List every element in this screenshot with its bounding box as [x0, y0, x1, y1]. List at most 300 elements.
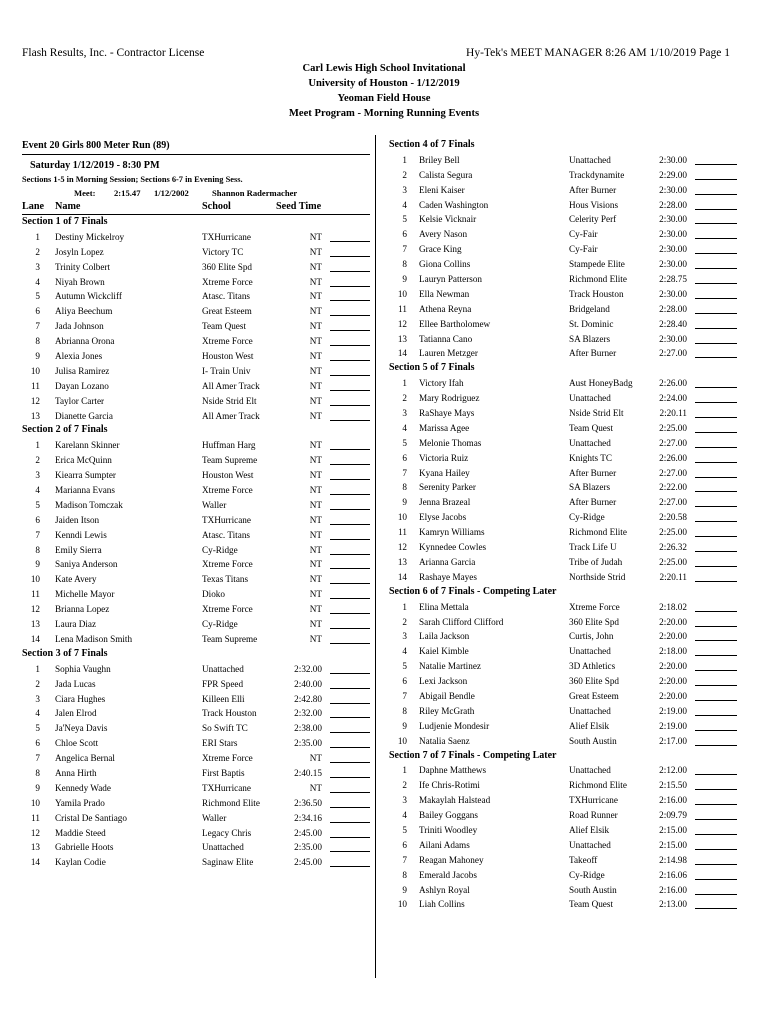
lane-number: 4 — [35, 276, 40, 287]
school-name: Dioko — [202, 589, 225, 600]
entry-row — [389, 570, 739, 585]
result-blank — [695, 555, 737, 567]
seed-time: 2:14.98 — [659, 854, 687, 865]
seed-time: NT — [309, 261, 322, 272]
athlete-name: Liah Collins — [419, 899, 465, 910]
result-blank — [695, 242, 737, 254]
result-blank — [695, 198, 737, 210]
entry-row — [22, 304, 370, 319]
entry-row — [389, 629, 739, 644]
school-name: St. Dominic — [569, 318, 614, 329]
lane-number: 10 — [30, 797, 40, 808]
school-name: Atasc. Titans — [202, 291, 250, 302]
entry-row — [389, 674, 739, 689]
school-name: Cy-Fair — [569, 244, 598, 255]
school-name: TXHurricane — [569, 795, 618, 806]
school-name: Trackdynamite — [569, 169, 625, 180]
result-blank — [330, 572, 370, 584]
athlete-name: Ciara Hughes — [55, 693, 106, 704]
seed-time: 2:26.00 — [659, 452, 687, 463]
result-blank — [330, 751, 370, 763]
entry-row — [389, 168, 739, 183]
school-name: Xtreme Force — [569, 601, 620, 612]
seed-header: Seed Time — [276, 201, 322, 212]
section-title: Section 4 of 7 Finals — [389, 139, 475, 150]
meet-record — [22, 186, 370, 200]
result-blank — [330, 319, 370, 331]
seed-time: 2:38.00 — [294, 723, 322, 734]
meet-program-title: Meet Program - Morning Running Events — [288, 108, 480, 119]
athlete-name: Elyse Jacobs — [419, 512, 467, 523]
school-name: Unattached — [569, 839, 611, 850]
athlete-name: Emerald Jacobs — [419, 869, 477, 880]
seed-time: 2:30.00 — [659, 333, 687, 344]
athlete-name: Sarah Clifford Clifford — [419, 616, 504, 627]
result-blank — [695, 644, 737, 656]
athlete-name: Bailey Goggans — [419, 810, 478, 821]
athlete-name: Anna Hirth — [55, 767, 97, 778]
lane-number: 4 — [402, 199, 407, 210]
school-name: South Austin — [569, 884, 617, 895]
section-title: Section 3 of 7 Finals — [22, 647, 108, 659]
section-title: Section 1 of 7 Finals — [22, 216, 108, 227]
entry-row — [22, 230, 370, 245]
seed-time: 2:34.16 — [294, 812, 322, 823]
entry-row — [389, 644, 739, 659]
lane-number: 4 — [35, 485, 40, 496]
lane-number: 12 — [30, 827, 40, 838]
entry-row — [22, 721, 370, 736]
lane-number: 4 — [35, 708, 40, 719]
athlete-name: Chloe Scott — [55, 738, 99, 749]
athlete-name: Kate Avery — [55, 574, 97, 585]
school-name: Unattached — [202, 842, 244, 853]
athlete-name: Dayan Lozano — [55, 380, 109, 391]
school-name: South Austin — [569, 735, 617, 746]
athlete-name: Autumn Wickcliff — [55, 291, 122, 302]
seed-time: 2:20.00 — [659, 661, 687, 672]
school-name: Stampede Elite — [569, 259, 625, 270]
lane-number: 11 — [31, 380, 40, 391]
school-name: Huffman Harg — [202, 440, 256, 451]
school-name: Waller — [202, 499, 227, 510]
seed-time: 2:18.02 — [659, 601, 687, 612]
lane-number: 5 — [402, 214, 407, 225]
seed-time: NT — [309, 380, 322, 391]
entry-row — [389, 302, 739, 317]
lane-number: 5 — [35, 723, 40, 734]
athlete-name: Kaiel Kimble — [419, 646, 469, 657]
result-blank — [330, 379, 370, 391]
result-blank — [330, 364, 370, 376]
athlete-name: Arianna Garcia — [419, 556, 476, 567]
result-blank — [695, 257, 737, 269]
school-name: Xtreme Force — [202, 336, 253, 347]
lane-number: 5 — [35, 499, 40, 510]
seed-time: 2:27.00 — [659, 437, 687, 448]
result-blank — [695, 227, 737, 239]
entry-row — [389, 242, 739, 257]
seed-time: 2:26.32 — [659, 542, 687, 553]
athlete-name: Victory Ifah — [419, 378, 464, 389]
athlete-name: Kelsie Vicknair — [419, 214, 477, 225]
result-blank — [695, 853, 737, 865]
athlete-name: Abigail Bendle — [419, 690, 475, 701]
result-blank — [695, 689, 737, 701]
lane-number: 14 — [397, 348, 407, 359]
session-note: Sections 1-5 in Morning Session; Sections 6-7 in Evening Sess. — [22, 175, 243, 184]
entry-row — [389, 198, 739, 213]
lane-number: 9 — [35, 782, 40, 793]
seed-time: NT — [309, 544, 322, 555]
seed-time: 2:22.00 — [659, 482, 687, 493]
result-blank — [330, 483, 370, 495]
entry-row — [22, 364, 370, 379]
result-blank — [695, 451, 737, 463]
seed-time: NT — [309, 440, 322, 451]
result-blank — [695, 793, 737, 805]
entry-row — [22, 781, 370, 796]
lane-number: 3 — [402, 795, 407, 806]
result-blank — [695, 421, 737, 433]
athlete-name: Athena Reyna — [419, 303, 472, 314]
entry-row — [389, 436, 739, 451]
seed-time: NT — [309, 410, 322, 421]
lane-number: 1 — [35, 231, 40, 242]
school-name: Team Supreme — [202, 633, 258, 644]
lane-number: 5 — [402, 437, 407, 448]
school-name: After Burner — [569, 184, 617, 195]
entry-row — [389, 555, 739, 570]
entry-row — [389, 272, 739, 287]
athlete-name: Kyana Hailey — [419, 467, 470, 478]
result-blank — [330, 528, 370, 540]
athlete-name: Melonie Thomas — [419, 437, 482, 448]
entry-row — [22, 811, 370, 826]
name-header: Name — [55, 201, 81, 212]
entry-row — [22, 692, 370, 707]
athlete-name: Marianna Evans — [55, 485, 115, 496]
seed-time: NT — [309, 499, 322, 510]
result-blank — [695, 346, 737, 358]
athlete-name: Ja'Neya Davis — [55, 723, 108, 734]
seed-time: 2:20.11 — [659, 571, 687, 582]
section-title: Section 7 of 7 Finals - Competing Later — [389, 749, 557, 761]
athlete-name: Eleni Kaiser — [419, 184, 465, 195]
athlete-name: Emily Sierra — [55, 544, 102, 555]
school-name: Nside Strid Elt — [202, 395, 257, 406]
school-name: Unattached — [202, 663, 244, 674]
event-rule — [22, 154, 370, 155]
entry-row — [389, 778, 739, 793]
school-name: Killeen Elli — [202, 693, 245, 704]
seed-time: NT — [309, 589, 322, 600]
seed-time: 2:19.00 — [659, 705, 687, 716]
school-name: Unattached — [569, 765, 611, 776]
school-name: Texas Titans — [202, 574, 249, 585]
result-blank — [330, 811, 370, 823]
entry-row — [22, 736, 370, 751]
lane-number: 9 — [402, 274, 407, 285]
seed-time: NT — [309, 619, 322, 630]
lane-number: 3 — [402, 408, 407, 419]
athlete-name: Tatianna Cano — [419, 333, 473, 344]
result-blank — [330, 826, 370, 838]
lane-number: 2 — [402, 393, 407, 404]
lane-number: 3 — [402, 631, 407, 642]
result-blank — [330, 513, 370, 525]
lane-number: 10 — [397, 288, 407, 299]
seed-time: 2:30.00 — [659, 184, 687, 195]
school-name: After Burner — [569, 467, 617, 478]
school-name: 360 Elite Spd — [202, 261, 253, 272]
seed-time: NT — [309, 276, 322, 287]
entry-row — [389, 734, 739, 749]
lane-header: Lane — [22, 201, 45, 212]
school-name: Waller — [202, 812, 227, 823]
entry-row — [389, 600, 739, 615]
seed-time: NT — [309, 365, 322, 376]
lane-number: 5 — [35, 291, 40, 302]
school-name: Alief Elsik — [569, 824, 610, 835]
right-column — [389, 138, 739, 912]
school-name: Xtreme Force — [202, 604, 253, 615]
seed-time: 2:40.00 — [294, 678, 322, 689]
school-name: Cy-Ridge — [202, 619, 238, 630]
seed-time: 2:40.15 — [294, 767, 322, 778]
seed-time: NT — [309, 782, 322, 793]
entry-row — [389, 376, 739, 391]
school-name: I- Train Univ — [202, 365, 251, 376]
athlete-name: Trinity Colbert — [55, 261, 111, 272]
school-name: Hous Visions — [569, 199, 619, 210]
entry-row — [22, 557, 370, 572]
result-blank — [695, 183, 737, 195]
result-blank — [695, 317, 737, 329]
result-blank — [695, 391, 737, 403]
result-blank — [695, 153, 737, 165]
athlete-name: Cristal De Santiago — [55, 812, 127, 823]
athlete-name: Brianna Lopez — [55, 604, 110, 615]
result-blank — [695, 838, 737, 850]
result-blank — [695, 376, 737, 388]
seed-time: 2:27.00 — [659, 467, 687, 478]
seed-time: 2:12.00 — [659, 765, 687, 776]
lane-number: 11 — [398, 303, 407, 314]
lane-number: 5 — [402, 661, 407, 672]
lane-number: 4 — [402, 810, 407, 821]
result-blank — [330, 840, 370, 852]
result-blank — [695, 540, 737, 552]
column-headers — [22, 200, 370, 215]
entry-row — [22, 602, 370, 617]
lane-number: 6 — [402, 676, 407, 687]
school-name: Track Houston — [569, 288, 624, 299]
left-column — [22, 138, 370, 870]
school-name: Nside Strid Elt — [569, 408, 624, 419]
athlete-name: Reagan Mahoney — [419, 854, 484, 865]
result-blank — [695, 629, 737, 641]
result-blank — [330, 304, 370, 316]
seed-time: 2:36.50 — [294, 797, 322, 808]
athlete-name: Ife Chris-Rotimi — [419, 780, 480, 791]
result-blank — [695, 510, 737, 522]
seed-time: 2:16.06 — [659, 869, 687, 880]
lane-number: 13 — [397, 333, 407, 344]
result-blank — [695, 436, 737, 448]
seed-time: 2:30.00 — [659, 244, 687, 255]
athlete-name: Laura Diaz — [55, 619, 97, 630]
seed-time: 2:28.40 — [659, 318, 687, 329]
lane-number: 7 — [402, 690, 407, 701]
school-name: Xtreme Force — [202, 276, 253, 287]
entry-row — [22, 587, 370, 602]
seed-time: 2:30.00 — [659, 259, 687, 270]
seed-time: 2:27.00 — [659, 348, 687, 359]
lane-number: 3 — [402, 184, 407, 195]
school-name: Team Quest — [569, 422, 614, 433]
seed-time: 2:35.00 — [294, 842, 322, 853]
lane-number: 14 — [30, 633, 40, 644]
lane-number: 7 — [35, 321, 40, 332]
lane-number: 9 — [35, 559, 40, 570]
entry-row — [389, 763, 739, 778]
entry-row — [389, 719, 739, 734]
school-name: Team Quest — [569, 899, 614, 910]
result-blank — [330, 677, 370, 689]
event-title: Event 20 Girls 800 Meter Run (89) — [22, 140, 170, 151]
entry-row — [389, 391, 739, 406]
lane-number: 7 — [35, 529, 40, 540]
lane-number: 2 — [35, 455, 40, 466]
school-name: Richmond Elite — [569, 274, 627, 285]
school-name: Unattached — [569, 705, 611, 716]
school-name: After Burner — [569, 497, 617, 508]
athlete-name: Ashlyn Royal — [419, 884, 470, 895]
school-name: Northside Strid — [569, 571, 626, 582]
entry-row — [389, 525, 739, 540]
athlete-name: Lexi Jackson — [419, 676, 468, 687]
result-blank — [330, 692, 370, 704]
result-blank — [695, 302, 737, 314]
seed-time: 2:45.00 — [294, 857, 322, 868]
seed-time: 2:17.00 — [659, 735, 687, 746]
entry-row — [22, 706, 370, 721]
entry-row — [22, 855, 370, 870]
athlete-name: Victoria Ruiz — [419, 452, 469, 463]
school-name: Saginaw Elite — [202, 857, 254, 868]
seed-time: 2:26.00 — [659, 378, 687, 389]
entry-row — [389, 838, 739, 853]
entry-row — [389, 317, 739, 332]
athlete-name: Rashaye Mayes — [419, 571, 477, 582]
athlete-name: Yamila Prado — [55, 797, 105, 808]
entry-row — [22, 617, 370, 632]
lane-number: 2 — [402, 780, 407, 791]
result-blank — [330, 706, 370, 718]
athlete-name: Ellee Bartholomew — [419, 318, 491, 329]
lane-number: 6 — [402, 229, 407, 240]
meet-facility: Yeoman Field House — [337, 93, 431, 104]
result-blank — [330, 453, 370, 465]
school-name: 3D Athletics — [569, 661, 616, 672]
athlete-name: Grace King — [419, 244, 462, 255]
lane-number: 1 — [35, 663, 40, 674]
lane-number: 12 — [30, 604, 40, 615]
athlete-name: Calista Segura — [419, 169, 473, 180]
athlete-name: Riley McGrath — [419, 705, 475, 716]
entry-row — [389, 540, 739, 555]
school-name: Great Esteem — [202, 306, 252, 317]
column-divider — [375, 135, 376, 978]
lane-number: 8 — [35, 767, 40, 778]
school-name: TXHurricane — [202, 782, 251, 793]
entry-row — [22, 334, 370, 349]
athlete-name: Kaylan Codie — [55, 857, 106, 868]
athlete-name: Kennedy Wade — [55, 782, 111, 793]
lane-number: 1 — [402, 601, 407, 612]
entry-row — [389, 183, 739, 198]
result-blank — [330, 468, 370, 480]
school-name: Team Supreme — [202, 455, 258, 466]
meet-title-block — [0, 61, 768, 121]
lane-number: 3 — [35, 470, 40, 481]
seed-time: 2:20.00 — [659, 631, 687, 642]
school-name: Tribe of Judah — [569, 556, 623, 567]
athlete-name: Karelann Skinner — [55, 440, 120, 451]
school-name: Cy-Ridge — [569, 869, 605, 880]
athlete-name: Kenndi Lewis — [55, 529, 107, 540]
lane-number: 11 — [31, 589, 40, 600]
result-blank — [695, 406, 737, 418]
seed-time: 2:24.00 — [659, 393, 687, 404]
athlete-name: Julisa Ramirez — [55, 365, 110, 376]
result-blank — [330, 781, 370, 793]
athlete-name: Maddie Steed — [55, 827, 106, 838]
school-name: Xtreme Force — [202, 485, 253, 496]
entry-row — [22, 826, 370, 841]
result-blank — [330, 855, 370, 867]
entry-row — [389, 406, 739, 421]
athlete-name: Michelle Mayor — [55, 589, 115, 600]
seed-time: 2:20.11 — [659, 408, 687, 419]
result-blank — [330, 394, 370, 406]
seed-time: 2:32.00 — [294, 708, 322, 719]
lane-number: 7 — [402, 244, 407, 255]
school-name: Cy-Fair — [569, 229, 598, 240]
lane-number: 10 — [397, 735, 407, 746]
athlete-name: Lauryn Patterson — [419, 274, 483, 285]
seed-time: NT — [309, 604, 322, 615]
athlete-name: Aliya Beechum — [55, 306, 113, 317]
lane-number: 1 — [402, 765, 407, 776]
school-name: Team Quest — [202, 321, 247, 332]
athlete-name: Madison Tomczak — [55, 499, 123, 510]
lane-number: 8 — [35, 336, 40, 347]
seed-time: NT — [309, 336, 322, 347]
entry-row — [22, 319, 370, 334]
result-blank — [695, 808, 737, 820]
athlete-name: Gabrielle Hoots — [55, 842, 114, 853]
athlete-name: Jada Johnson — [55, 321, 104, 332]
athlete-name: Kamryn Williams — [419, 527, 485, 538]
lane-number: 1 — [35, 440, 40, 451]
school-name: Richmond Elite — [569, 780, 627, 791]
lane-number: 2 — [35, 678, 40, 689]
result-blank — [695, 600, 737, 612]
seed-time: 2:20.00 — [659, 676, 687, 687]
seed-time: NT — [309, 321, 322, 332]
